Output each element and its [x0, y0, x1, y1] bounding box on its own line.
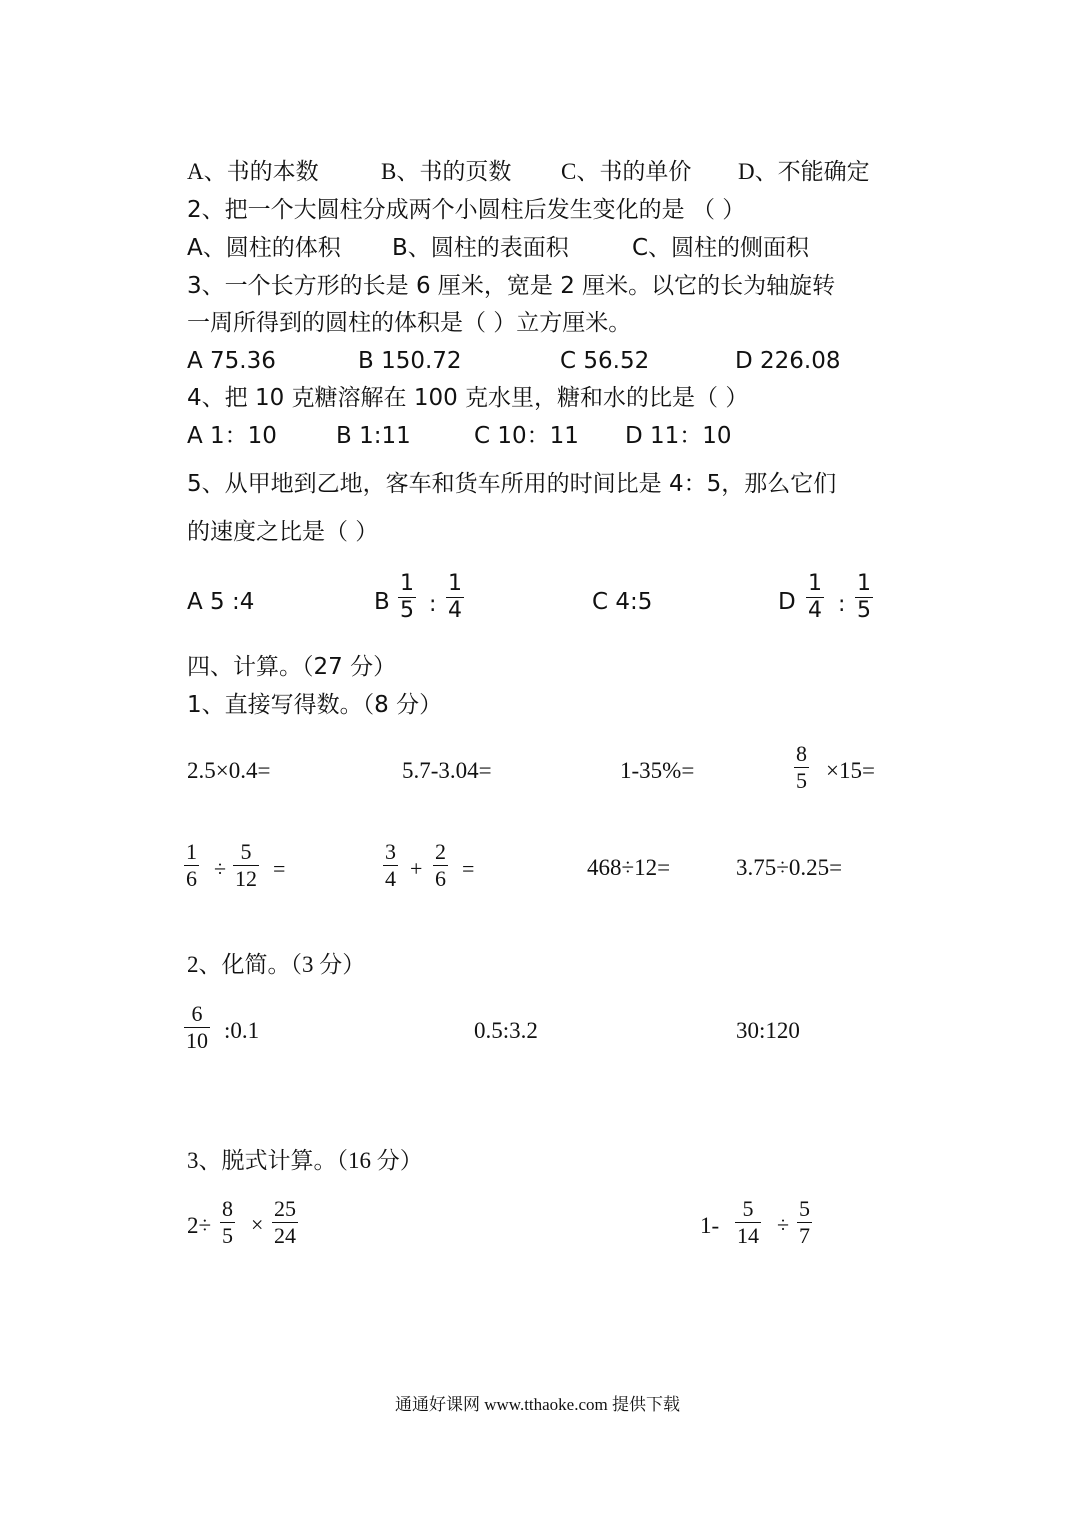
expr-2-5-times-0-4: 2.5×0.4= — [187, 758, 271, 783]
section4-title: 四、计算。（27 分） — [187, 654, 397, 680]
part1-title: 1、直接写得数。（8 分） — [187, 692, 443, 718]
q1-option-a: A、书的本数 — [187, 159, 319, 184]
denominator: 24 — [274, 1223, 296, 1248]
q3-option-a: A 75.36 — [187, 348, 276, 374]
q4-option-a: A 1：10 — [187, 423, 277, 449]
numerator: 5 — [799, 1196, 810, 1221]
equals-sign: = — [273, 856, 286, 881]
numerator: 1 — [857, 571, 871, 596]
q3-option-d: D 226.08 — [735, 348, 841, 374]
q3-stem-line1: 3、一个长方形的长是 6 厘米，宽是 2 厘米。以它的长为轴旋转 — [187, 273, 836, 299]
q5-option-b-fraction-1 — [398, 571, 416, 624]
expr-1-minus-35pct: 1-35%= — [620, 758, 695, 783]
q5-option-b-label: B — [374, 589, 390, 615]
q5-option-d-fraction-2 — [855, 571, 873, 624]
expr-0-5-ratio-3-2: 0.5:3.2 — [474, 1018, 538, 1043]
q5-option-b-fraction-2 — [446, 571, 464, 624]
q5-option-d-fraction-1 — [806, 571, 824, 624]
expr-1-6-fraction — [184, 839, 199, 892]
q4-option-d: D 11：10 — [625, 423, 732, 449]
numerator: 1 — [808, 571, 822, 596]
part2-title: 2、化简。（3 分） — [187, 952, 366, 977]
denominator: 4 — [385, 866, 396, 891]
q5-option-d-label: D — [778, 589, 796, 615]
q1-option-d: D、不能确定 — [738, 159, 870, 184]
q4-option-b: B 1:11 — [336, 423, 411, 449]
numerator: 6 — [191, 1001, 203, 1026]
q5-stem-line1: 5、从甲地到乙地，客车和货车所用的时间比是 4：5，那么它们 — [187, 471, 837, 497]
q5-option-a: A 5 :4 — [187, 589, 255, 615]
equals-sign: = — [462, 856, 475, 881]
q1-option-b: B、书的页数 — [381, 159, 512, 184]
numerator: 8 — [222, 1196, 233, 1221]
q1-option-c: C、书的单价 — [561, 159, 692, 184]
numerator: 2 — [435, 839, 446, 864]
expr-8-5-fraction — [794, 741, 809, 794]
q3-option-c: C 56.52 — [560, 348, 650, 374]
q2-option-a: A、圆柱的体积 — [187, 235, 341, 261]
expr-25-24-fraction — [272, 1196, 298, 1249]
numerator: 3 — [385, 839, 396, 864]
expr-5-7-fraction — [797, 1196, 812, 1249]
q2-stem: 2、把一个大圆柱分成两个小圆柱后发生变化的是 （ ） — [187, 197, 746, 223]
denominator: 6 — [435, 866, 446, 891]
expr-ratio-0-1: :0.1 — [224, 1018, 260, 1043]
q3-stem-line2: 一周所得到的圆柱的体积是（ ）立方厘米。 — [187, 310, 632, 336]
expr-2-6-fraction — [433, 839, 448, 892]
denominator: 5 — [400, 598, 414, 623]
part3-title: 3、脱式计算。（16 分） — [187, 1148, 423, 1173]
expr-times-15: ×15= — [826, 758, 875, 783]
q4-stem: 4、把 10 克糖溶解在 100 克水里，糖和水的比是（ ） — [187, 385, 749, 411]
q5-option-d-ratio-sign: : — [838, 592, 846, 617]
numerator: 8 — [796, 741, 807, 766]
times-sign: × — [251, 1212, 264, 1237]
expr-468-div-12: 468÷12= — [587, 855, 671, 880]
q5-option-b-ratio-sign: : — [429, 592, 437, 617]
q2-option-b: B、圆柱的表面积 — [392, 235, 569, 261]
denominator: 6 — [186, 866, 197, 891]
numerator: 5 — [742, 1196, 754, 1221]
q3-option-b: B 150.72 — [358, 348, 462, 374]
q5-option-c: C 4:5 — [592, 589, 653, 615]
numerator: 5 — [240, 839, 252, 864]
denominator: 4 — [448, 598, 462, 623]
denominator: 12 — [235, 866, 257, 891]
expr-6-10-fraction — [184, 1001, 210, 1054]
page-footer: 通通好课网 www.tthaoke.com 提供下载 — [394, 1395, 681, 1414]
numerator: 1 — [448, 571, 462, 596]
expr-5-14-fraction — [735, 1196, 761, 1249]
expr-5-7-minus-3-04: 5.7-3.04= — [402, 758, 492, 783]
expr-5-12-fraction — [233, 839, 259, 892]
q2-option-c: C、圆柱的侧面积 — [632, 235, 810, 261]
denominator: 10 — [186, 1028, 208, 1053]
numerator: 1 — [400, 571, 414, 596]
denominator: 4 — [808, 598, 822, 623]
denominator: 5 — [222, 1223, 233, 1248]
expr-3-4-fraction — [383, 839, 398, 892]
expr-1-minus: 1- — [700, 1213, 720, 1238]
denominator: 5 — [796, 768, 807, 793]
numerator: 25 — [274, 1196, 296, 1221]
q5-stem-line2: 的速度之比是（ ） — [187, 519, 379, 545]
plus-sign: + — [410, 856, 423, 881]
q4-option-c: C 10：11 — [474, 423, 579, 449]
expr-2-div: 2÷ — [187, 1213, 212, 1238]
expr-3-75-div-0-25: 3.75÷0.25= — [736, 855, 843, 880]
expr-30-ratio-120: 30:120 — [736, 1018, 800, 1043]
divide-sign: ÷ — [777, 1212, 790, 1237]
denominator: 5 — [857, 598, 871, 623]
divide-sign: ÷ — [214, 856, 227, 881]
denominator: 14 — [737, 1223, 759, 1248]
denominator: 7 — [799, 1223, 810, 1248]
numerator: 1 — [186, 839, 197, 864]
expr-8-5-fraction — [220, 1196, 235, 1249]
